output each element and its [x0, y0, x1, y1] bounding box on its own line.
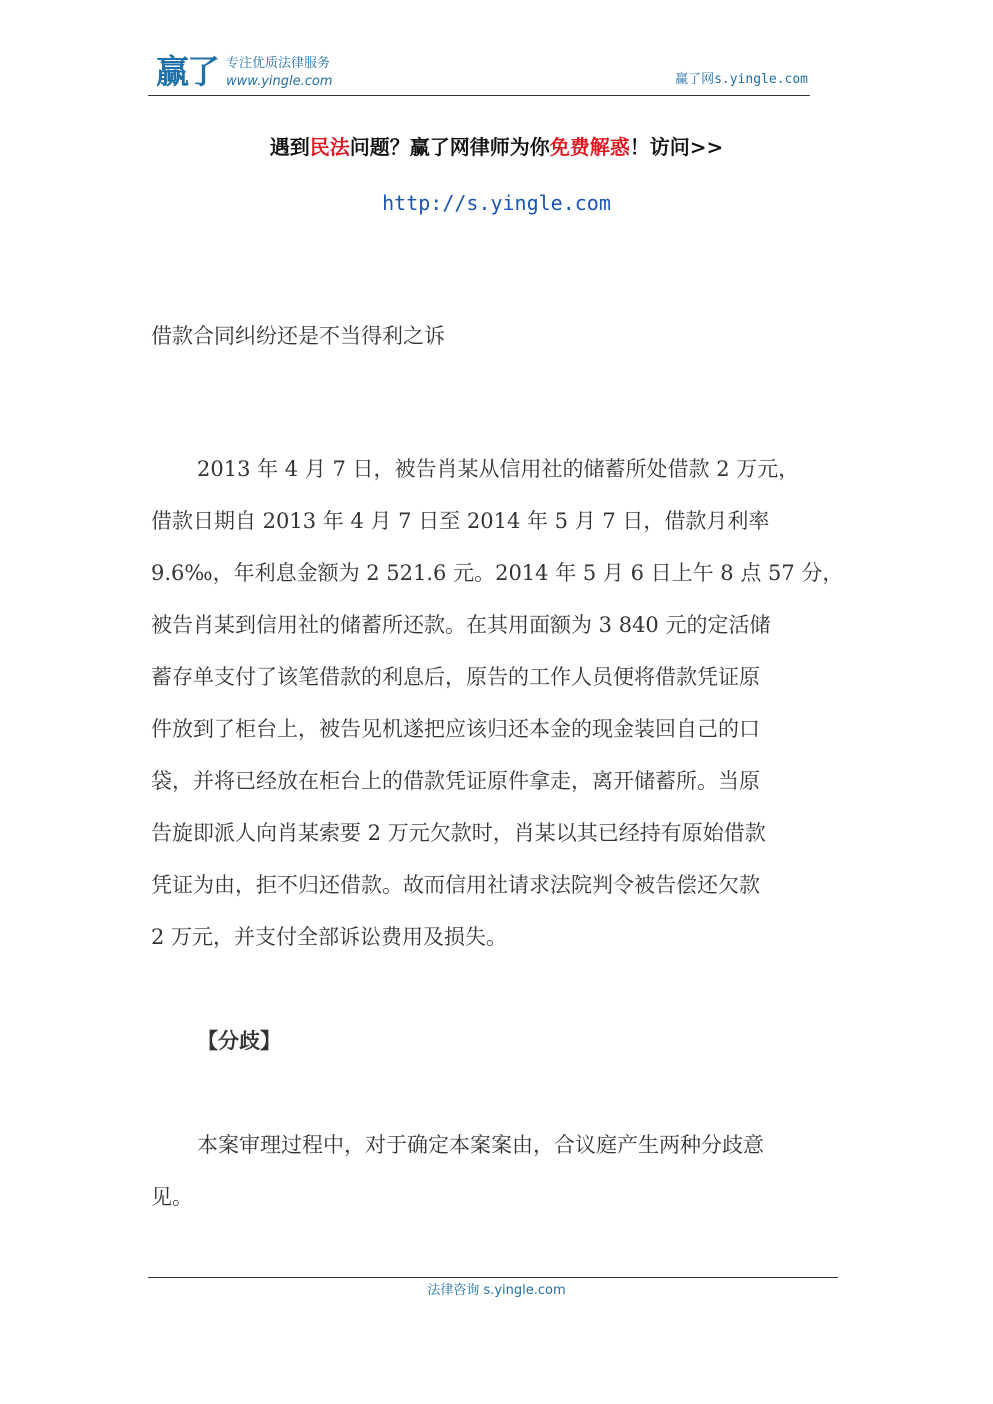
paragraph-facts — [151, 443, 851, 963]
paragraph-line: 告旋即派人向肖某索要 2 万元欠款时，肖某以其已经持有原始借款 — [151, 821, 766, 845]
paragraph-line: 2 万元，并支付全部诉讼费用及损失。 — [151, 925, 508, 949]
paragraph-line: 凭证为由，拒不归还借款。故而信用社请求法院判令被告偿还欠款 — [151, 873, 760, 897]
logo-url[interactable]: www.yingle.com — [226, 74, 333, 89]
promo-text-1: 遇到 — [269, 135, 310, 159]
promo-highlight-2: 免费解惑 — [549, 135, 630, 159]
paragraph-line: 2013 年 4 月 7 日，被告肖某从信用社的储蓄所处借款 2 万元， — [197, 457, 800, 481]
paragraph-line: 本案审理过程中，对于确定本案案由，合议庭产生两种分歧意 — [197, 1133, 764, 1157]
paragraph-line: 袋，并将已经放在柜台上的借款凭证原件拿走，离开储蓄所。当原 — [151, 769, 760, 793]
paragraph-line: 见。 — [151, 1185, 193, 1209]
promo-banner[interactable] — [0, 133, 993, 161]
page-header — [148, 52, 810, 96]
paragraph-line: 9.6‰，年利息金额为 2 521.6 元。2014 年 5 月 6 日上午 8 点 57 分， — [151, 561, 844, 585]
paragraph-dispute — [151, 1119, 851, 1223]
footer-link[interactable]: 法律咨询 s.yingle.com — [427, 1283, 566, 1298]
header-site-link[interactable]: 赢了网s.yingle.com — [675, 72, 808, 87]
logo-tagline: 专注优质法律服务 — [226, 56, 331, 71]
paragraph-line: 件放到了柜台上，被告见机遂把应该归还本金的现金装回自己的口 — [151, 717, 760, 741]
footer-divider — [148, 1277, 838, 1278]
paragraph-line: 借款日期自 2013 年 4 月 7 日至 2014 年 5 月 7 日，借款月利率 — [151, 509, 770, 533]
paragraph-line: 蓄存单支付了该笔借款的利息后，原告的工作人员便将借款凭证原 — [151, 665, 760, 689]
promo-highlight-1: 民法 — [309, 135, 350, 159]
document-title: 借款合同纠纷还是不当得利之诉 — [151, 324, 445, 348]
promo-url-link[interactable]: http://s.yingle.com — [382, 191, 611, 215]
section-heading: 【分歧】 — [197, 1028, 281, 1053]
promo-text-2: 问题？赢了网律师为你 — [349, 135, 550, 159]
promo-text-3: ！访问>> — [629, 135, 724, 159]
site-logo[interactable]: 赢了 — [156, 52, 218, 91]
header-divider — [148, 95, 810, 96]
paragraph-line: 被告肖某到信用社的储蓄所还款。在其用面额为 3 840 元的定活储 — [151, 613, 771, 637]
